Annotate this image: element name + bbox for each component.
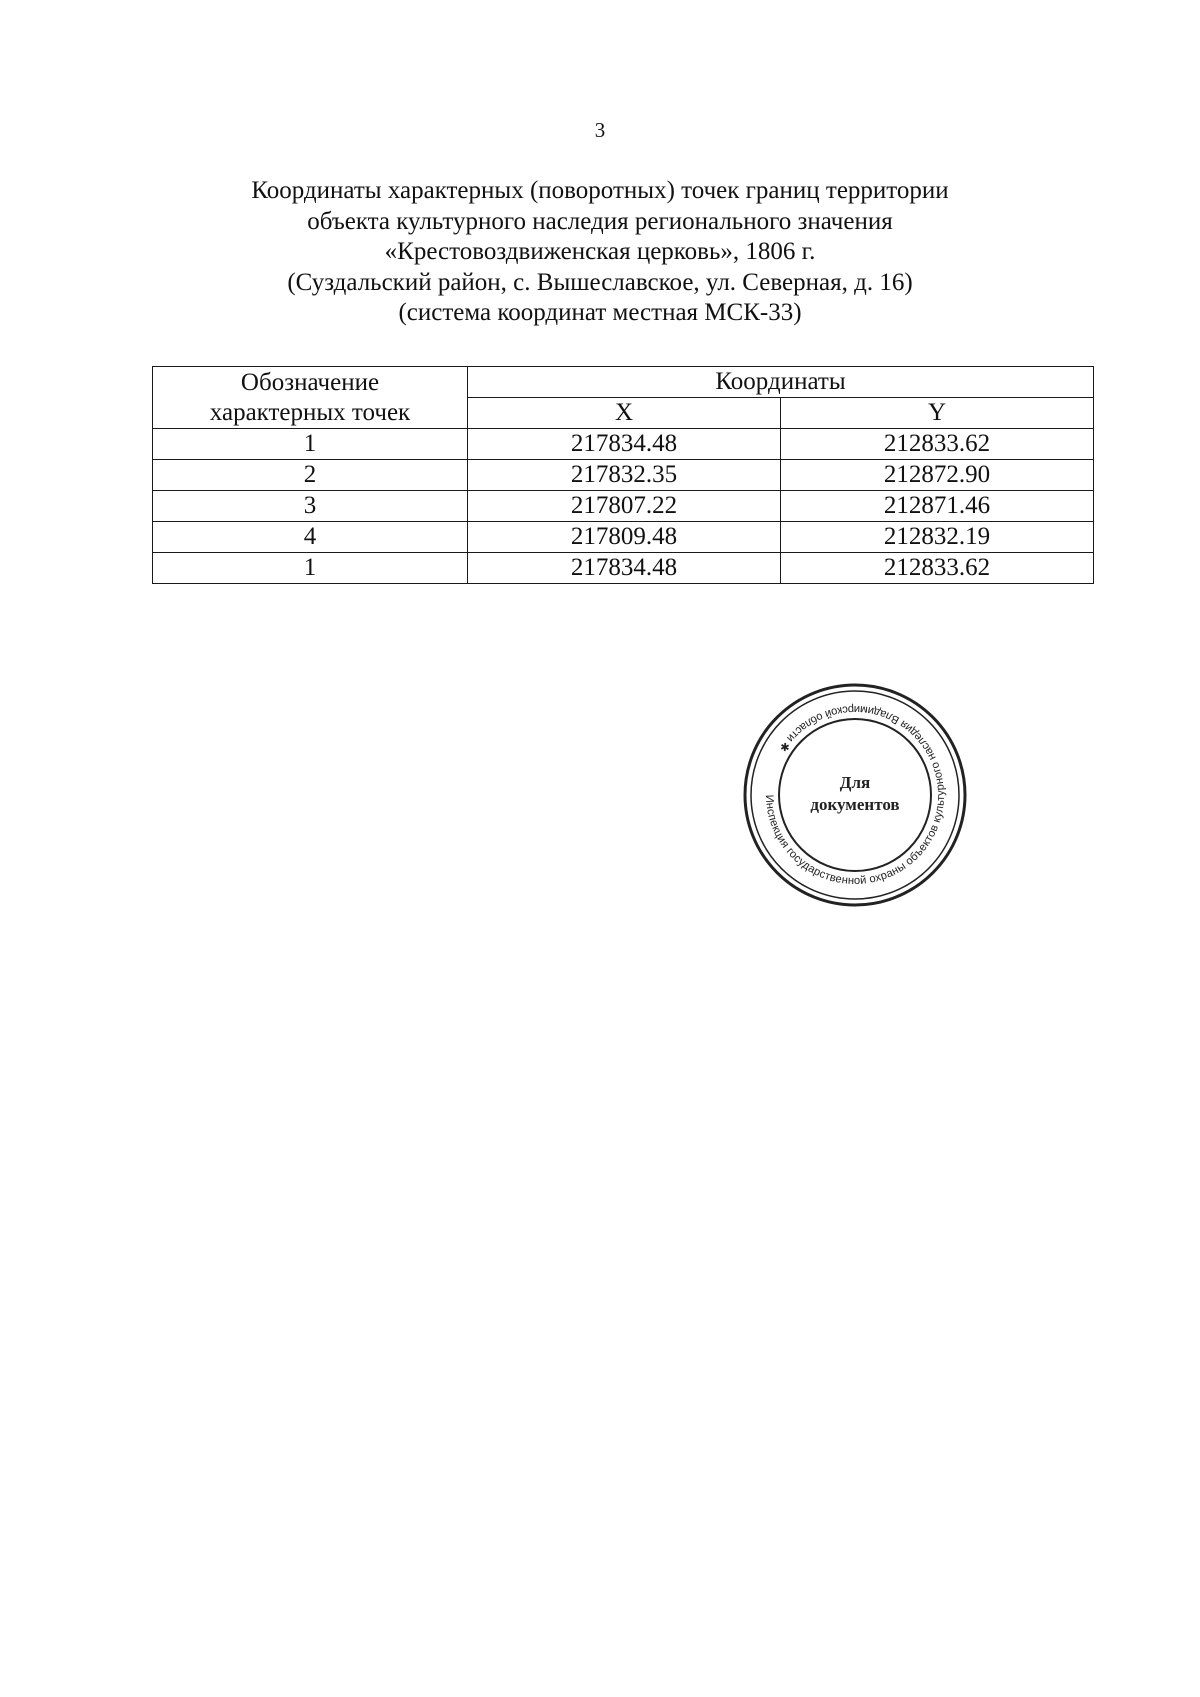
title-line-2: объекта культурного наследия регионального значения <box>307 207 893 235</box>
title-line-3: «Крестовоздвиженская церковь», 1806 г. <box>384 238 816 265</box>
point-label: 1 <box>153 429 468 460</box>
point-label: 2 <box>153 460 468 491</box>
stamp-ring-text: Инспекция государственной охраны объектов культурного наследия Владимирской области ✱ <box>762 702 948 888</box>
point-label: 3 <box>153 491 468 522</box>
table-header-row <box>153 367 1094 398</box>
table-row <box>153 491 1094 522</box>
title-line-4: (Суздальский район, с. Вышеславское, ул. Северная, д. 16) <box>287 268 913 296</box>
header-points-line2: характерных точек <box>209 398 411 426</box>
title-line-5: (система координат местная МСК-33) <box>398 299 802 326</box>
header-y: Y <box>781 398 1094 429</box>
page-number: 3 <box>594 118 606 142</box>
official-stamp <box>742 682 968 908</box>
y-value: 212872.90 <box>781 460 1094 491</box>
stamp-center-line1: Для <box>839 773 871 792</box>
header-points-cell <box>153 367 468 429</box>
y-value: 212833.62 <box>781 553 1094 584</box>
stamp-center-line2: документов <box>810 795 900 814</box>
title-line-1: Координаты характерных (поворотных) точек границ территории <box>251 177 949 204</box>
table-row <box>153 553 1094 584</box>
header-coordinates: Координаты <box>468 367 1094 398</box>
coordinates-table <box>152 366 1094 584</box>
header-x: X <box>468 398 781 429</box>
point-label: 4 <box>153 522 468 553</box>
document-title <box>100 176 1100 329</box>
table-row <box>153 429 1094 460</box>
y-value: 212833.62 <box>781 429 1094 460</box>
x-value: 217834.48 <box>468 429 781 460</box>
x-value: 217809.48 <box>468 522 781 553</box>
x-value: 217832.35 <box>468 460 781 491</box>
table-row <box>153 522 1094 553</box>
x-value: 217834.48 <box>468 553 781 584</box>
x-value: 217807.22 <box>468 491 781 522</box>
header-points-line1: Обозначение <box>240 368 380 396</box>
y-value: 212871.46 <box>781 491 1094 522</box>
point-label: 1 <box>153 553 468 584</box>
y-value: 212832.19 <box>781 522 1094 553</box>
table-row <box>153 460 1094 491</box>
